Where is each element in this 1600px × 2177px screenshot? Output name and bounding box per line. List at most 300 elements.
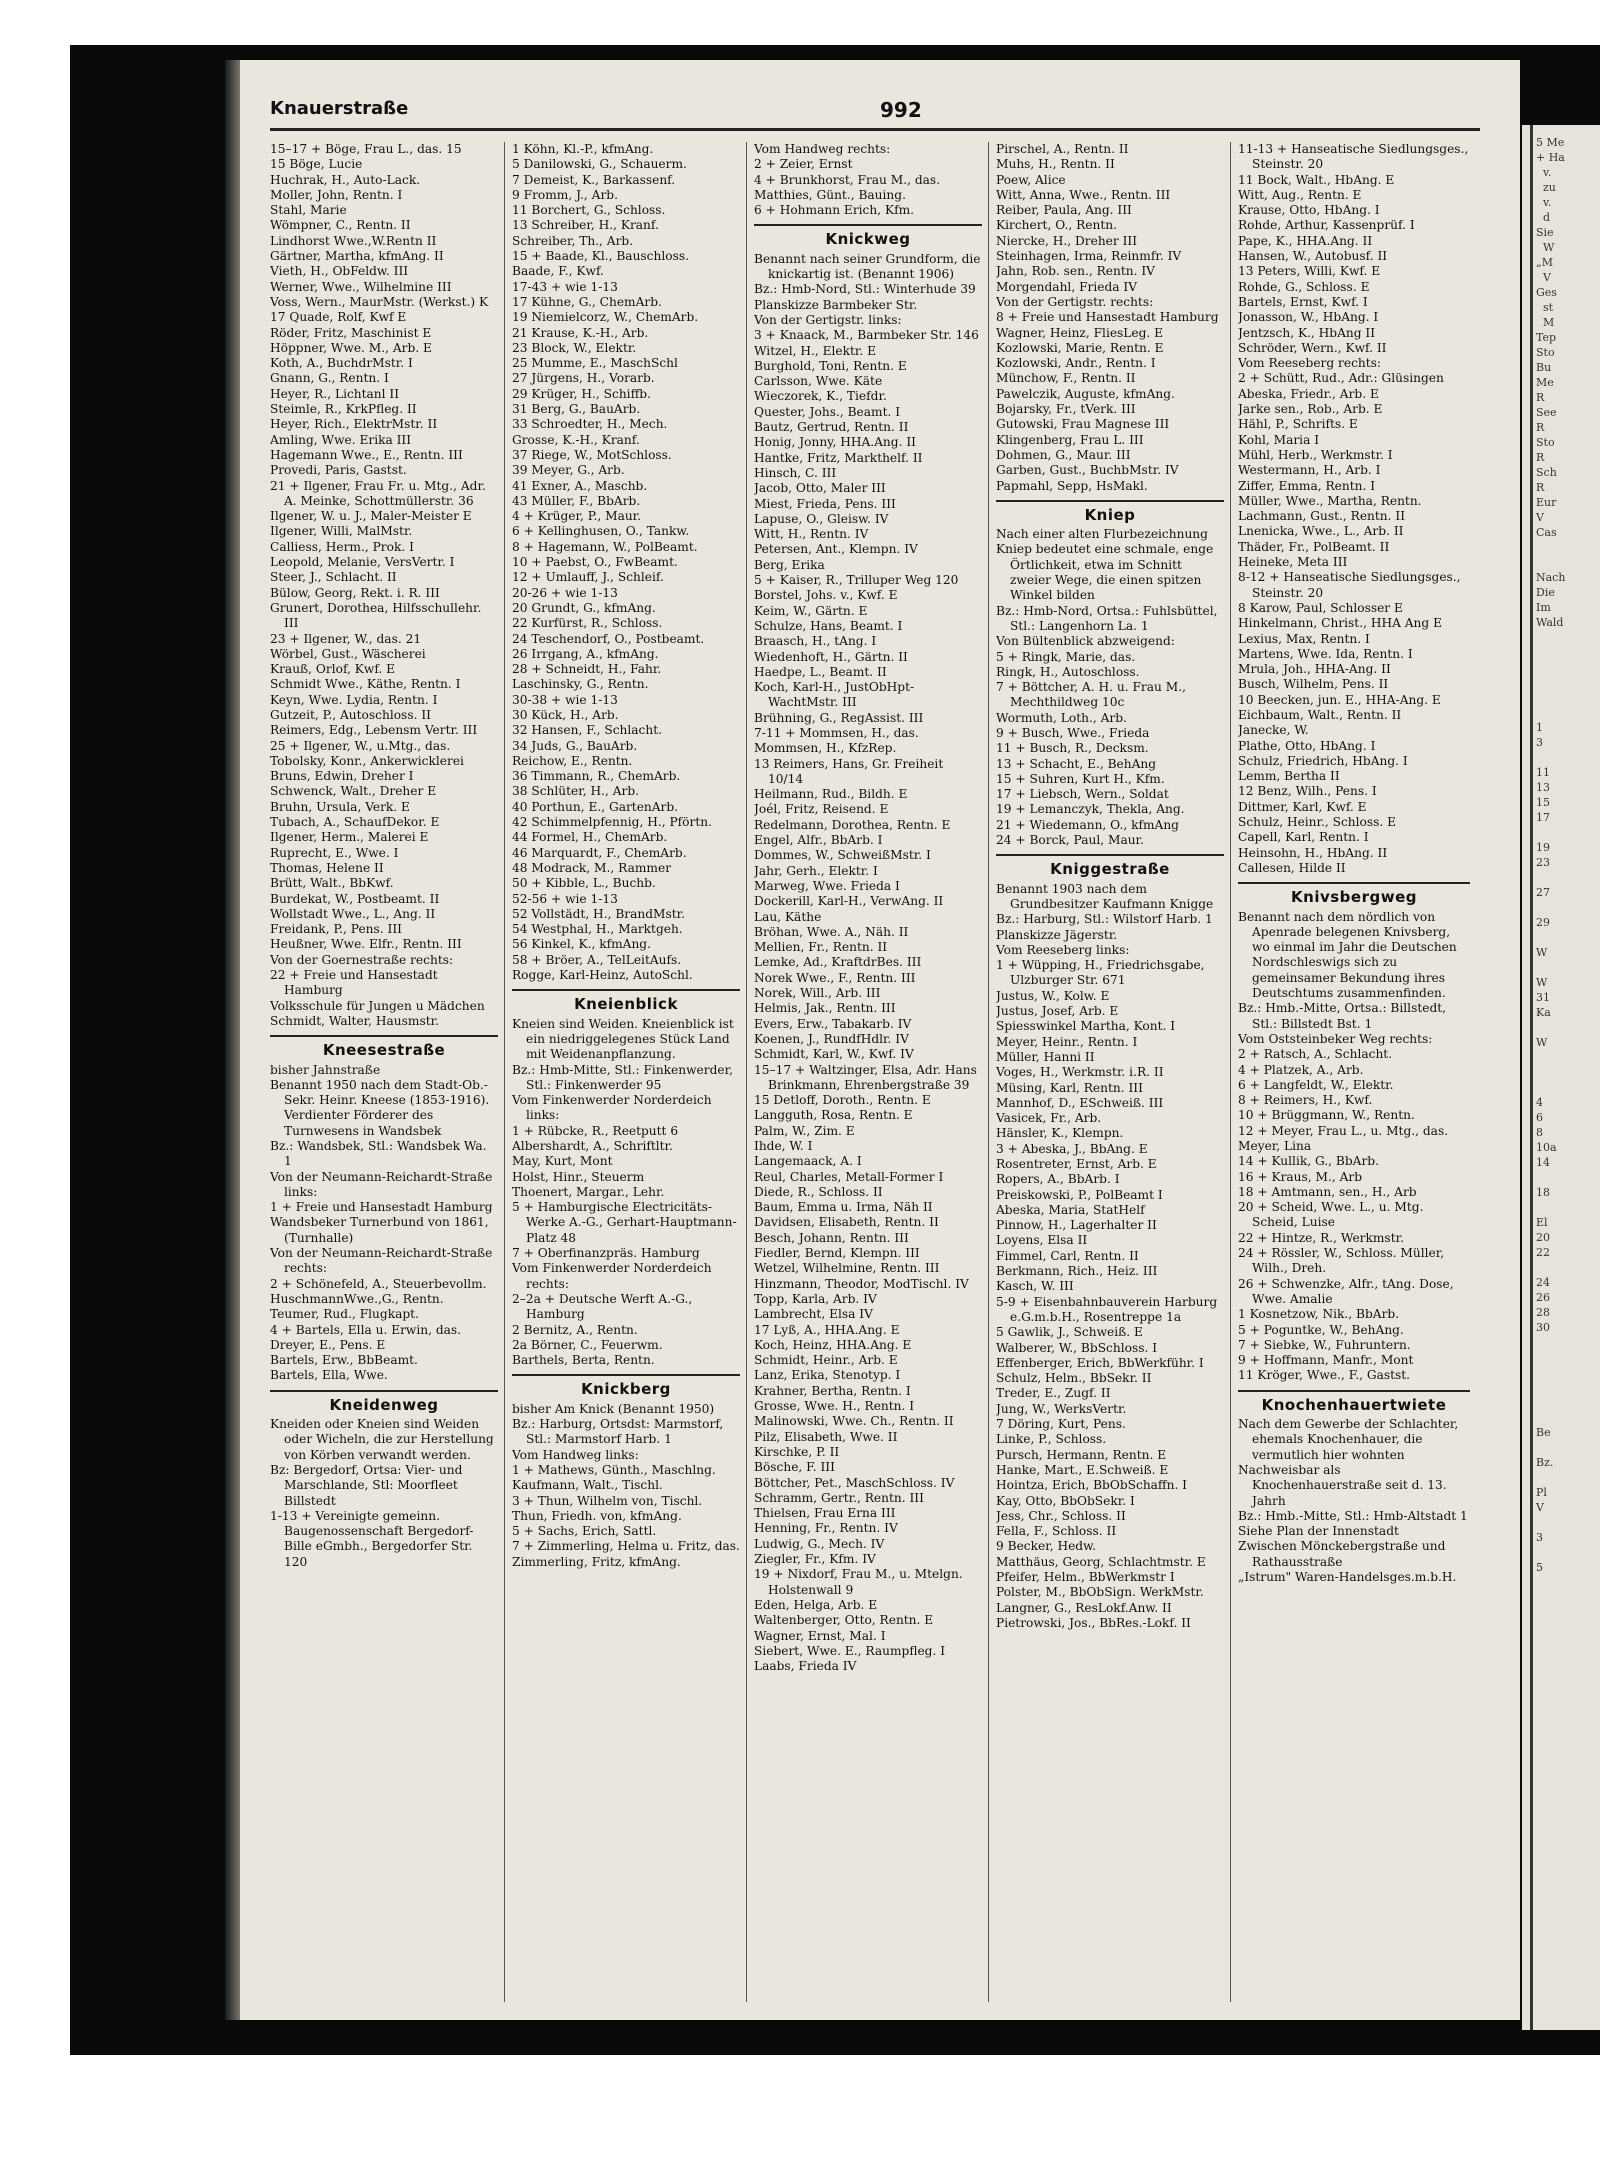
- directory-entry: Steinhagen, Irma, Reinmfr. IV: [996, 249, 1182, 264]
- directory-entry: 7 + Siebke, W., Fuhruntern.: [1238, 1337, 1411, 1352]
- directory-entry: Ihde, W. I: [754, 1139, 813, 1153]
- directory-entry: Von der Gertigstr. rechts:: [996, 294, 1154, 309]
- directory-entry: 20-26 + wie 1-13: [512, 585, 618, 600]
- directory-entry: Rohde, Arthur, Kassenprüf. I: [1238, 218, 1415, 233]
- directory-entry: Benannt nach dem nördlich von Apenrade belegenen Knivsberg, wo einmal im Jahr die Deutschen Nordschleswigs sich zu gemeinsamer Bekundung ihres Deutschtums zusammenfinden.: [1238, 909, 1457, 1001]
- directory-entry: Treder, E., Zugf. II: [996, 1386, 1111, 1401]
- directory-entry: Müsing, Karl, Rentn. III: [996, 1080, 1143, 1095]
- directory-entry: Reichow, E., Rentn.: [512, 753, 633, 768]
- directory-entry: 9 Fromm, J., Arb.: [512, 187, 618, 202]
- directory-entry: Lemm, Bertha II: [1238, 769, 1340, 784]
- directory-entry: Hantke, Fritz, Markthelf. II: [754, 450, 923, 465]
- directory-entry: Hinkelmann, Christ., HHA Ang E: [1238, 616, 1442, 631]
- directory-entry: 19 + Lemanczyk, Thekla, Ang.: [996, 802, 1185, 817]
- directory-entry: Provedi, Paris, Gastst.: [270, 463, 407, 478]
- directory-entry: Martens, Wwe. Ida, Rentn. I: [1238, 646, 1413, 661]
- directory-entry: Busch, Wilhelm, Pens. II: [1238, 677, 1389, 692]
- directory-entry: 26 Irrgang, A., kfmAng.: [512, 646, 659, 661]
- directory-entry: Tubach, A., SchaufDekor. E: [270, 815, 440, 830]
- directory-entry: Lachmann, Gust., Rentn. II: [1238, 509, 1406, 524]
- directory-entry: 17 Kühne, G., ChemArb.: [512, 294, 662, 309]
- directory-entry: Gnann, G., Rentn. I: [270, 371, 389, 386]
- directory-entry: May, Kurt, Mont: [512, 1154, 613, 1169]
- directory-entry: Huchrak, H., Auto-Lack.: [270, 172, 421, 187]
- directory-entry: Jacob, Otto, Maler III: [754, 481, 886, 496]
- directory-entry: Dittmer, Karl, Kwf. E: [1238, 799, 1367, 814]
- directory-entry: Thoenert, Margar., Lehr.: [512, 1184, 665, 1199]
- directory-entry: Schmidt, Heinr., Arb. E: [754, 1353, 898, 1368]
- directory-entry: Witzel, H., Elektr. E: [754, 343, 877, 358]
- directory-entry: 2 + Schütt, Rud., Adr.: Glüsingen: [1238, 371, 1444, 386]
- directory-entry: 39 Meyer, G., Arb.: [512, 463, 625, 478]
- directory-entry: Bösche, F. III: [754, 1460, 835, 1475]
- directory-entry: Bz.: Wandsbek, Stl.: Wandsbek Wa. 1: [270, 1139, 487, 1169]
- directory-entry: Pape, K., HHA.Ang. II: [1238, 233, 1373, 248]
- directory-entry: Nach dem Gewerbe der Schlachter, ehemals Knochenhauer, die vermutlich hier wohnten: [1238, 1417, 1459, 1462]
- directory-entry: 17 + Liebsch, Wern., Soldat: [996, 787, 1169, 802]
- directory-entry: bisher Am Knick (Benannt 1950): [512, 1401, 715, 1416]
- directory-entry: Langguth, Rosa, Rentn. E: [754, 1108, 913, 1123]
- directory-entry: Norek, Will., Arb. III: [754, 986, 881, 1001]
- directory-entry: Bartels, Erw., BbBeamt.: [270, 1353, 418, 1368]
- directory-entry: Pilz, Elisabeth, Wwe. II: [754, 1429, 898, 1444]
- directory-entry: Kneiden oder Kneien sind Weiden oder Wicheln, die zur Herstellung von Körben verwandt werden.: [270, 1417, 494, 1462]
- directory-entry: 7 + Zimmerling, Helma u. Fritz, das.: [512, 1539, 740, 1554]
- directory-entry: 4 + Platzek, A., Arb.: [1238, 1062, 1364, 1077]
- directory-entry: Braasch, H., tAng. I: [754, 634, 877, 649]
- directory-entry: 2–2a + Deutsche Werft A.-G., Hamburg: [512, 1291, 693, 1322]
- directory-entry: Burghold, Toni, Rentn. E: [754, 358, 907, 373]
- directory-entry: 11 + Busch, R., Decksm.: [996, 741, 1149, 756]
- directory-entry: 4 + Bartels, Ella u. Erwin, das.: [270, 1322, 462, 1337]
- directory-entry: Langner, G., ResLokf.Anw. II: [996, 1600, 1172, 1615]
- directory-entry: Schröder, Wern., Kwf. II: [1238, 340, 1387, 355]
- directory-entry: Besch, Johann, Rentn. III: [754, 1230, 909, 1245]
- directory-entry: 23 + Ilgener, W., das. 21: [270, 631, 422, 646]
- directory-entry: Abeska, Maria, StatHelf: [996, 1202, 1145, 1217]
- directory-entry: 25 + Ilgener, W., u.Mtg., das.: [270, 738, 451, 753]
- directory-entry: Petersen, Ant., Klempn. IV: [754, 542, 918, 557]
- directory-entry: Grunert, Dorothea, Hilfsschullehr. III: [270, 600, 482, 631]
- directory-entry: Wagner, Heinz, FliesLeg. E: [996, 325, 1164, 340]
- directory-entry: Leopold, Melanie, VersVertr. I: [270, 555, 455, 570]
- directory-entry: 12 + Meyer, Frau L., u. Mtg., das.: [1238, 1123, 1449, 1138]
- directory-entry: Stahl, Marie: [270, 203, 347, 218]
- directory-entry: Hähl, P., Schrifts. E: [1238, 417, 1358, 432]
- directory-entry: Lemke, Ad., KraftdrBes. III: [754, 955, 922, 970]
- directory-entry: Planskizze Barmbeker Str.: [754, 297, 918, 312]
- directory-entry: Dreyer, E., Pens. E: [270, 1337, 386, 1352]
- directory-entry: 21 + Wiedemann, O., kfmAng: [996, 817, 1179, 832]
- directory-entry: 10 Beecken, jun. E., HHA-Ang. E: [1238, 692, 1441, 707]
- directory-entry: Vom Finkenwerder Norderdeich rechts:: [512, 1261, 712, 1291]
- directory-entry: Kaufmann, Walt., Tischl.: [512, 1478, 663, 1493]
- directory-entry: Baade, F., Kwf.: [512, 264, 604, 279]
- directory-entry: Burdekat, W., Postbeamt. II: [270, 891, 440, 906]
- directory-entry: 1 Köhn, Kl.-P., kfmAng.: [512, 142, 654, 156]
- directory-entry: Teumer, Rud., Flugkapt.: [270, 1307, 419, 1322]
- directory-entry: 13 Reimers, Hans, Gr. Freiheit 10/14: [754, 756, 944, 786]
- directory-entry: 17 Lyß, A., HHA.Ang. E: [754, 1322, 900, 1337]
- directory-entry: Kozlowski, Marie, Rentn. E: [996, 340, 1164, 355]
- directory-entry: 32 Hansen, F., Schlacht.: [512, 723, 663, 738]
- directory-entry: Bz.: Harburg, Stl.: Wilstorf Harb. 1: [996, 912, 1213, 927]
- directory-entry: Bz.: Hmb.-Mitte, Stl.: Hmb-Altstadt 1: [1238, 1508, 1468, 1523]
- directory-entry: Witt, H., Rentn. IV: [754, 527, 869, 542]
- directory-entry: 43 Müller, F., BbArb.: [512, 493, 641, 508]
- directory-entry: Hinsch, C. III: [754, 465, 837, 480]
- directory-entry: Lindhorst Wwe.,W.Rentn II: [270, 233, 437, 248]
- directory-entry: Papmahl, Sepp, HsMakl.: [996, 478, 1148, 493]
- directory-entry: Mrula, Joh., HHA-Ang. II: [1238, 662, 1391, 677]
- directory-entry: 54 Westphal, H., Marktgeh.: [512, 922, 683, 937]
- directory-entry: Pietrowski, Jos., BbRes.-Lokf. II: [996, 1615, 1191, 1630]
- directory-entry: Garben, Gust., BuchbMstr. IV: [996, 463, 1179, 478]
- directory-entry: 15–17 + Waltzinger, Elsa, Adr. Hans Brinkmann, Ehrenbergstraße 39: [754, 1062, 977, 1092]
- directory-entry: 15–17 + Böge, Frau L., das. 15: [270, 142, 462, 156]
- header-rule: [270, 128, 1480, 131]
- directory-entry: Laschinsky, G., Rentn.: [512, 677, 649, 692]
- directory-entry: Calliess, Herm., Prok. I: [270, 539, 414, 554]
- column-divider: [988, 142, 989, 2002]
- directory-entry: Kozlowski, Andr., Rentn. I: [996, 356, 1156, 371]
- directory-entry: Preiskowski, P., PolBeamt I: [996, 1187, 1163, 1202]
- directory-entry: Effenberger, Erich, BbWerkführ. I: [996, 1355, 1204, 1370]
- directory-entry: 26 + Schwenzke, Alfr., tAng. Dose, Wwe. Amalie: [1238, 1276, 1454, 1306]
- directory-entry: Waltenberger, Otto, Rentn. E: [754, 1613, 934, 1628]
- directory-entry: 50 + Kibble, L., Buchb.: [512, 876, 656, 891]
- directory-entry: Müller, Wwe., Martha, Rentn.: [1238, 493, 1422, 508]
- directory-entry: Tobolsky, Konr., Ankerwicklerei: [270, 753, 464, 768]
- street-heading: Knickweg: [754, 224, 982, 247]
- directory-entry: Muhs, H., Rentn. II: [996, 157, 1115, 172]
- directory-entry: 21 Krause, K.-H., Arb.: [512, 325, 649, 340]
- directory-entry: Pawelczik, Auguste, kfmAng.: [996, 386, 1175, 401]
- column-3: [754, 142, 982, 2012]
- street-heading: Kniggestraße: [996, 854, 1224, 877]
- directory-entry: 9 Becker, Hedw.: [996, 1539, 1096, 1554]
- directory-entry: Redelmann, Dorothea, Rentn. E: [754, 817, 951, 832]
- directory-entry: Kasch, W. III: [996, 1279, 1074, 1294]
- directory-entry: 22 + Hintze, R., Werkmstr.: [1238, 1230, 1404, 1245]
- directory-entry: Dohmen, G., Maur. III: [996, 447, 1131, 462]
- directory-entry: Carlsson, Wwe. Käte: [754, 374, 883, 389]
- directory-entry: Steimle, R., KrkPfleg. II: [270, 402, 417, 417]
- directory-entry: Schramm, Gertr., Rentn. III: [754, 1490, 924, 1505]
- directory-entry: 42 Schimmelpfennig, H., Pförtn.: [512, 815, 712, 830]
- directory-entry: Schulze, Hans, Beamt. I: [754, 618, 903, 633]
- directory-entry: 24 + Rössler, W., Schloss. Müller, Wilh., Dreh.: [1238, 1246, 1445, 1276]
- directory-entry: Heußner, Wwe. Elfr., Rentn. III: [270, 937, 462, 952]
- directory-entry: Jarke sen., Rob., Arb. E: [1238, 402, 1383, 417]
- directory-entry: Polster, M., BbObSign. WerkMstr.: [996, 1585, 1204, 1600]
- directory-entry: Hanke, Mart., E.Schweiß. E: [996, 1462, 1169, 1477]
- directory-entry: 1 + Freie und Hansestadt Hamburg: [270, 1200, 493, 1215]
- directory-entry: Gutowski, Frau Magnese III: [996, 417, 1170, 432]
- directory-page: [240, 60, 1520, 2020]
- directory-entry: Bz.: Hmb.-Mitte, Ortsa.: Billstedt, Stl.: Billstedt Bst. 1: [1238, 1001, 1447, 1031]
- directory-entry: Ilgener, Willi, MalMstr.: [270, 524, 413, 539]
- directory-entry: Pfeifer, Helm., BbWerkmstr I: [996, 1570, 1175, 1585]
- directory-entry: Matthies, Günt., Bauing.: [754, 187, 906, 202]
- directory-entry: Schulz, Heinr., Schloss. E: [1238, 815, 1397, 830]
- directory-entry: 13 + Schacht, E., BehAng: [996, 756, 1157, 771]
- directory-entry: 9 + Busch, Wwe., Frieda: [996, 725, 1150, 740]
- directory-entry: 16 + Kraus, M., Arb: [1238, 1169, 1363, 1184]
- directory-entry: 5-9 + Eisenbahnbauverein Harburg e.G.m.b.H., Rosentreppe 1a: [996, 1294, 1218, 1324]
- directory-entry: Ringk, H., Autoschloss.: [996, 664, 1140, 679]
- directory-entry: Witt, Aug., Rentn. E: [1238, 187, 1362, 202]
- directory-entry: Matthäus, Georg, Schlachtmstr. E: [996, 1554, 1206, 1569]
- directory-entry: Thomas, Helene II: [270, 860, 384, 875]
- directory-entry: Mannhof, D., ESchweiß. III: [996, 1095, 1164, 1110]
- directory-entry: Benannt 1950 nach dem Stadt-Ob.-Sekr. Heinr. Kneese (1853-1916). Verdienter Förderer des Turnwesens in Wandsbek: [270, 1077, 490, 1138]
- directory-entry: 8 + Freie und Hansestadt Hamburg: [996, 310, 1219, 325]
- column-divider: [1230, 142, 1231, 2002]
- directory-entry: 9 + Hoffmann, Manfr., Mont: [1238, 1353, 1414, 1368]
- directory-entry: Ziegler, Fr., Kfm. IV: [754, 1552, 876, 1567]
- directory-entry: Mellien, Fr., Rentn. II: [754, 940, 888, 955]
- directory-entry: Hointza, Erich, BbObSchaffn. I: [996, 1478, 1188, 1493]
- directory-entry: Jung, W., WerksVertr.: [996, 1401, 1127, 1416]
- directory-entry: Von der Neumann-Reichardt-Straße links:: [270, 1169, 493, 1199]
- directory-entry: Hänsler, K., Klempn.: [996, 1126, 1124, 1141]
- directory-entry: Wieczorek, K., Tiefdr.: [754, 389, 887, 404]
- directory-entry: Münchow, F., Rentn. II: [996, 371, 1136, 386]
- directory-entry: 18 + Amtmann, sen., H., Arb: [1238, 1184, 1417, 1199]
- directory-entry: Thielsen, Frau Erna III: [754, 1506, 896, 1521]
- directory-entry: Bruhn, Ursula, Verk. E: [270, 799, 410, 814]
- directory-entry: Wandsbeker Turnerbund von 1861, (Turnhalle): [270, 1215, 489, 1245]
- directory-entry: 19 Niemielcorz, W., ChemArb.: [512, 310, 699, 325]
- directory-entry: Thäder, Fr., PolBeamt. II: [1238, 539, 1390, 554]
- directory-entry: Kirchert, O., Rentn.: [996, 218, 1117, 233]
- column-1: [270, 142, 498, 2012]
- directory-entry: Morgendahl, Frieda IV: [996, 279, 1138, 294]
- directory-entry: Schmidt, Karl, W., Kwf. IV: [754, 1047, 914, 1062]
- next-page-edge: [1530, 125, 1533, 2030]
- directory-entry: 4 + Brunkhorst, Frau M., das.: [754, 172, 941, 187]
- directory-entry: Thun, Friedh. von, kfmAng.: [512, 1508, 682, 1523]
- directory-entry: Schulz, Friedrich, HbAng. I: [1238, 753, 1408, 768]
- directory-entry: Miest, Frieda, Pens. III: [754, 496, 896, 511]
- directory-entry: 7 Döring, Kurt, Pens.: [996, 1417, 1126, 1432]
- directory-entry: 5 + Sachs, Erich, Sattl.: [512, 1524, 657, 1539]
- directory-entry: Kirschke, P. II: [754, 1444, 840, 1459]
- directory-entry: Bz.: Hmb-Mitte, Stl.: Finkenwerder, Stl.: Finkenwerder 95: [512, 1062, 733, 1092]
- directory-entry: 31 Berg, G., BauArb.: [512, 402, 641, 417]
- directory-entry: Brühning, G., RegAssist. III: [754, 710, 924, 725]
- directory-entry: Kniep bedeutet eine schmale, enge Örtlichkeit, etwa im Schnitt zweier Wege, die einen spitzen Winkel bilden: [996, 542, 1214, 603]
- directory-entry: 33 Schroedter, H., Mech.: [512, 417, 668, 432]
- directory-entry: Vom Oststeinbeker Weg rechts:: [1238, 1031, 1433, 1046]
- directory-entry: Koth, A., BuchdrMstr. I: [270, 356, 413, 371]
- directory-entry: Mommsen, H., KfzRep.: [754, 741, 897, 756]
- directory-entry: Bautz, Gertrud, Rentn. II: [754, 420, 909, 435]
- directory-entry: Borstel, Johs. v., Kwf. E: [754, 588, 898, 603]
- directory-entry: Quester, Johs., Beamt. I: [754, 404, 901, 419]
- directory-entry: Schulz, Helm., BbSekr. II: [996, 1371, 1152, 1386]
- directory-entry: Wagner, Ernst, Mal. I: [754, 1628, 886, 1643]
- directory-entry: Koenen, J., RundfHdlr. IV: [754, 1031, 909, 1046]
- directory-entry: 20 + Scheid, Wwe. L., u. Mtg. Scheid, Luise: [1238, 1200, 1424, 1230]
- directory-entry: Vasicek, Fr., Arb.: [996, 1111, 1102, 1126]
- directory-entry: Von der Gertigstr. links:: [754, 312, 902, 327]
- directory-entry: Gutzeit, P., Autoschloss. II: [270, 707, 431, 722]
- directory-entry: 41 Exner, A., Maschb.: [512, 478, 648, 493]
- directory-entry: 11 Bock, Walt., HbAng. E: [1238, 172, 1395, 187]
- directory-entry: Heilmann, Rud., Bildh. E: [754, 787, 908, 802]
- directory-entry: 2a Börner, C., Feuerwm.: [512, 1337, 663, 1352]
- directory-entry: 28 + Schneidt, H., Fahr.: [512, 662, 662, 677]
- directory-entry: 22 + Freie und Hansestadt Hamburg: [270, 968, 438, 998]
- directory-entry: Dommes, W., SchweißMstr. I: [754, 848, 931, 863]
- directory-entry: Gärtner, Martha, kfmAng. II: [270, 249, 444, 264]
- directory-entry: Lapuse, O., Gleisw. IV: [754, 511, 889, 526]
- directory-entry: Hagemann Wwe., E., Rentn. III: [270, 447, 463, 462]
- directory-entry: 10 + Paebst, O., FwBeamt.: [512, 555, 678, 570]
- directory-entry: Diede, R., Schloss. II: [754, 1184, 883, 1199]
- directory-entry: Freidank, P., Pens. III: [270, 922, 402, 937]
- directory-entry: Palm, W., Zim. E: [754, 1123, 855, 1138]
- directory-entry: 5 + Hamburgische Electricitäts-Werke A.-G., Gerhart-Hauptmann-Platz 48: [512, 1200, 737, 1245]
- directory-entry: Benannt 1903 nach dem Grundbesitzer Kaufmann Knigge: [996, 881, 1214, 911]
- directory-entry: Klingenberg, Frau L. III: [996, 432, 1144, 447]
- page-number: 992: [880, 98, 922, 122]
- directory-entry: Heinsohn, H., HbAng. II: [1238, 845, 1388, 860]
- directory-entry: Amling, Wwe. Erika III: [270, 432, 412, 447]
- directory-entry: Röder, Fritz, Maschinist E: [270, 325, 432, 340]
- directory-entry: 30 Kück, H., Arb.: [512, 707, 619, 722]
- directory-entry: Böttcher, Pet., MaschSchloss. IV: [754, 1475, 955, 1490]
- directory-entry: Schmidt, Walter, Hausmstr.: [270, 1013, 439, 1028]
- directory-entry: Kohl, Maria I: [1238, 432, 1320, 447]
- directory-entry: Callesen, Hilde II: [1238, 860, 1346, 875]
- directory-entry: Wormuth, Loth., Arb.: [996, 710, 1127, 725]
- directory-entry: Baum, Emma u. Irma, Näh II: [754, 1200, 933, 1215]
- directory-entry: Plathe, Otto, HbAng. I: [1238, 738, 1376, 753]
- directory-entry: Ilgener, Herm., Malerei E: [270, 830, 429, 845]
- directory-entry: Vom Finkenwerder Norderdeich links:: [512, 1093, 712, 1123]
- directory-entry: 2 + Ratsch, A., Schlacht.: [1238, 1047, 1393, 1062]
- directory-entry: 58 + Bröer, A., TelLeitAufs.: [512, 952, 682, 967]
- directory-entry: 7 + Oberfinanzpräs. Hamburg: [512, 1246, 700, 1261]
- directory-entry: Werner, Wwe., Wilhelmine III: [270, 279, 452, 294]
- directory-entry: Schreiber, Th., Arb.: [512, 233, 634, 248]
- directory-entry: Berkmann, Rich., Heiz. III: [996, 1264, 1158, 1279]
- directory-entry: Voss, Wern., MaurMstr. (Werkst.) K: [270, 294, 489, 309]
- directory-entry: Von der Neumann-Reichardt-Straße rechts:: [270, 1246, 493, 1276]
- directory-entry: 13 Schreiber, H., Kranf.: [512, 218, 659, 233]
- directory-entry: 17 Quade, Rolf, Kwf E: [270, 310, 407, 325]
- directory-entry: Heyer, R., Lichtanl II: [270, 386, 400, 401]
- directory-entry: Hinzmann, Theodor, ModTischl. IV: [754, 1276, 969, 1291]
- next-page-strip: [1522, 125, 1600, 2030]
- directory-entry: 17-43 + wie 1-13: [512, 279, 618, 294]
- directory-entry: Siebert, Wwe. E., Raumpfleg. I: [754, 1643, 946, 1658]
- directory-entry: 6 + Kellinghusen, O., Tankw.: [512, 524, 690, 539]
- directory-entry: Rohde, G., Schloss. E: [1238, 279, 1370, 294]
- directory-entry: Marweg, Wwe. Frieda I: [754, 878, 900, 893]
- directory-entry: 3 + Thun, Wilhelm von, Tischl.: [512, 1493, 703, 1508]
- directory-entry: Lanz, Erika, Stenotyp. I: [754, 1368, 901, 1383]
- next-page-text: 5 Me + Ha v. zu v. d Sie W „M V Ges st M Tep Sto Bu Me R See R Sto R Sch R Eur V Cas Nach Die Im Wald 1 3 11 13 15 17 19 23 27 29 W W 31 Ka W 4 6 8 10a 14 18 El 20 22 24 26 28 30 Be Bz. Pl V 3 5: [1536, 136, 1566, 1574]
- directory-entry: Krahner, Bertha, Rentn. I: [754, 1383, 911, 1398]
- page-title: Knauerstraße: [270, 98, 409, 119]
- directory-entry: 24 + Borck, Paul, Maur.: [996, 833, 1144, 848]
- directory-entry: Lambrecht, Elsa IV: [754, 1307, 873, 1322]
- directory-entry: Bz.: Hmb-Nord, Stl.: Winterhude 39: [754, 282, 976, 297]
- directory-entry: Rosentreter, Ernst, Arb. E: [996, 1157, 1157, 1171]
- directory-entry: Wollstadt Wwe., L., Ang. II: [270, 906, 436, 921]
- directory-entry: 23 Block, W., Elektr.: [512, 340, 637, 355]
- directory-entry: Niercke, H., Dreher III: [996, 233, 1138, 248]
- directory-entry: Planskizze Jägerstr.: [996, 927, 1118, 942]
- directory-entry: 1 + Wüpping, H., Friedrichsgabe, Ulzburger Str. 671: [996, 958, 1205, 988]
- directory-entry: 1-13 + Vereinigte gemeinn. Baugenossenschaft Bergedorf-Bille eGmbh., Bergedorfer Str. 120: [270, 1508, 474, 1569]
- directory-entry: Joél, Fritz, Reisend. E: [754, 802, 889, 817]
- directory-entry: Poew, Alice: [996, 172, 1066, 187]
- directory-entry: 11-13 + Hanseatische Siedlungsges., Steinstr. 20: [1238, 142, 1469, 172]
- directory-entry: Davidsen, Elisabeth, Rentn. II: [754, 1215, 939, 1230]
- directory-entry: Reimers, Edg., Lebensm Vertr. III: [270, 723, 478, 738]
- directory-entry: Benannt nach seiner Grundform, die knickartig ist. (Benannt 1906): [754, 251, 981, 282]
- directory-entry: Volksschule für Jungen u Mädchen: [270, 998, 485, 1013]
- directory-entry: 6 + Hohmann Erich, Kfm.: [754, 203, 915, 218]
- directory-entry: Bülow, Georg, Rekt. i. R. III: [270, 585, 440, 600]
- street-heading: Kneidenweg: [270, 1390, 498, 1413]
- directory-entry: 46 Marquardt, F., ChemArb.: [512, 845, 687, 860]
- directory-entry: Nach einer alten Flurbezeichnung: [996, 527, 1208, 542]
- directory-entry: 37 Riege, W., MotSchloss.: [512, 447, 672, 462]
- directory-entry: Ilgener, W. u. J., Maler-Meister E: [270, 509, 472, 524]
- directory-entry: Von Bültenblick abzweigend:: [996, 634, 1175, 649]
- directory-entry: Fella, F., Schloss. II: [996, 1524, 1117, 1539]
- directory-entry: 40 Porthun, E., GartenArb.: [512, 799, 679, 814]
- directory-entry: Lau, Käthe: [754, 909, 822, 924]
- directory-entry: Jahr, Gerh., Elektr. I: [754, 863, 878, 878]
- street-heading: Kniep: [996, 500, 1224, 523]
- directory-entry: Albershardt, A., Schriftltr.: [512, 1139, 673, 1153]
- directory-entry: Engel, Alfr., BbArb. I: [754, 833, 883, 848]
- directory-entry: 25 Mumme, E., MaschSchl: [512, 356, 678, 371]
- directory-entry: Langemaack, A. I: [754, 1154, 862, 1169]
- directory-entry: Mühl, Herb., Werkmstr. I: [1238, 447, 1393, 462]
- directory-entry: Schmidt Wwe., Käthe, Rentn. I: [270, 677, 461, 692]
- directory-entry: 5 + Ringk, Marie, das.: [996, 649, 1136, 664]
- directory-entry: 8 + Hagemann, W., PolBeamt.: [512, 539, 698, 554]
- directory-entry: 52 Vollstädt, H., BrandMstr.: [512, 906, 686, 921]
- column-2: [512, 142, 740, 2012]
- directory-entry: Heineke, Meta III: [1238, 555, 1348, 570]
- directory-entry: 1 + Rübcke, R., Reetputt 6: [512, 1123, 679, 1138]
- directory-entry: Koch, Karl-H., JustObHpt-WachtMstr. III: [754, 680, 915, 710]
- directory-entry: Zwischen Mönckebergstraße und Rathausstraße: [1238, 1539, 1446, 1569]
- directory-entry: Bojarsky, Fr., tVerk. III: [996, 402, 1136, 417]
- directory-entry: 5 Danilowski, G., Schauerm.: [512, 157, 687, 172]
- directory-entry: Meyer, Heinr., Rentn. I: [996, 1034, 1138, 1049]
- directory-entry: Barthels, Berta, Rentn.: [512, 1353, 655, 1368]
- directory-entry: 15 + Baade, Kl., Bauschloss.: [512, 249, 689, 264]
- directory-entry: Krause, Otto, HbAng. I: [1238, 203, 1380, 218]
- directory-entry: Berg, Erika: [754, 557, 825, 572]
- directory-entry: Ziffer, Emma, Rentn. I: [1238, 478, 1376, 493]
- directory-entry: Grosse, Wwe. H., Rentn. I: [754, 1399, 915, 1414]
- directory-entry: Moller, John, Rentn. I: [270, 187, 403, 202]
- column-5: [1238, 142, 1470, 2012]
- directory-entry: 3 + Knaack, M., Barmbeker Str. 146: [754, 328, 979, 343]
- directory-entry: Vom Handweg links:: [512, 1447, 639, 1462]
